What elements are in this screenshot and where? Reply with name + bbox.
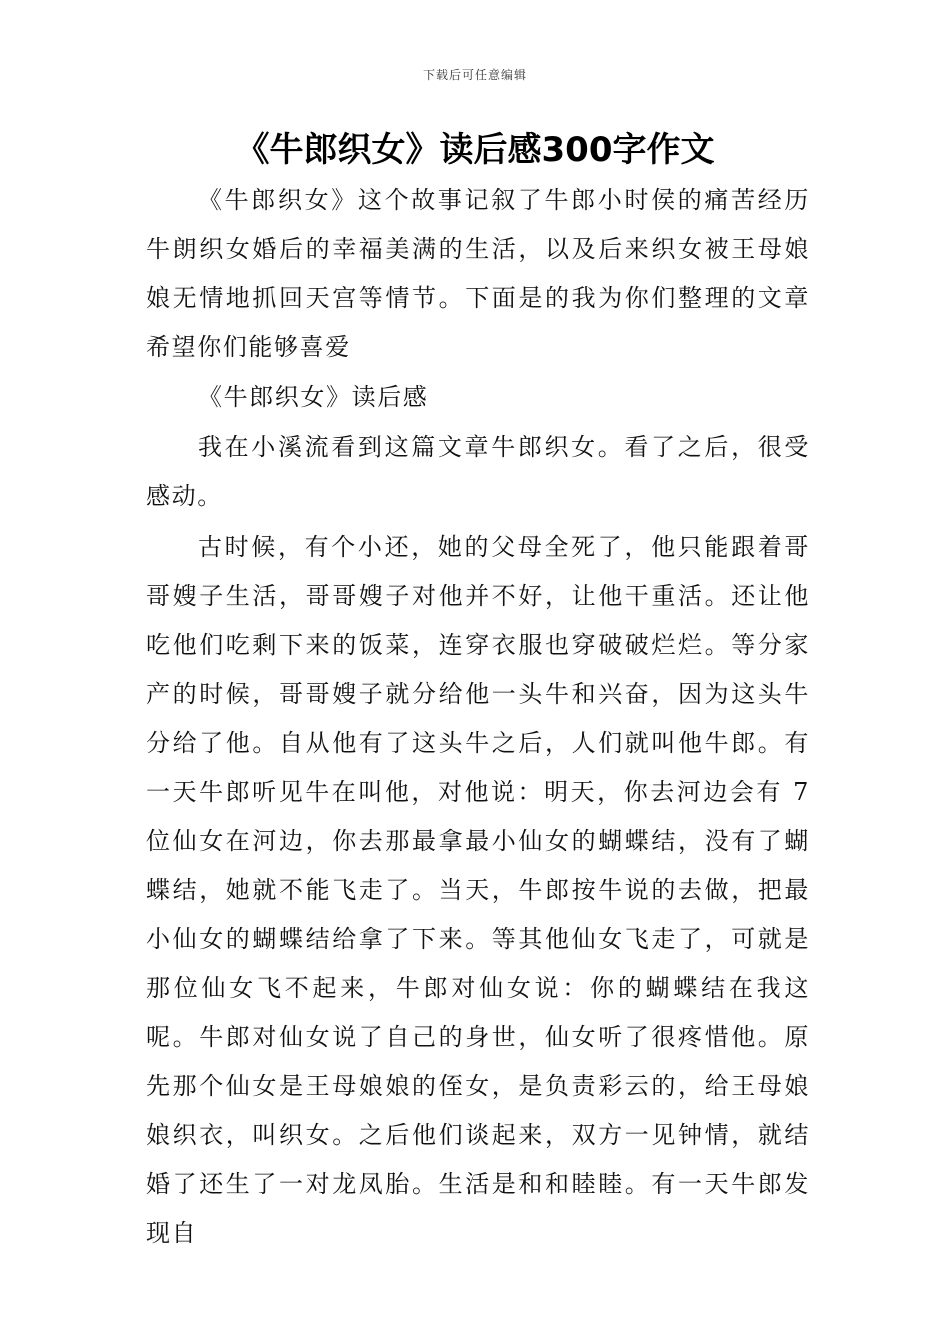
page-header-note: 下载后可任意编辑 bbox=[422, 68, 527, 82]
body-paragraph: 古时候，有个小还，她的父母全死了，他只能跟着哥哥嫂子生活，哥哥嫂子对他并不好，让他干重活。还让他吃他们吃剩下来的饭菜，连穿衣服也穿破破烂烂。等分家产的时候，哥哥嫂子就分给他一头牛和兴奋，因为这头牛分给了他。自从他有了这头牛之后，人们就叫他牛郎。有一天牛郎听见牛在叫他，对他说：明天，你去河边会有 7 位仙女在河边，你去那最拿最小仙女的蝴蝶结，没有了蝴蝶结，她就不能飞走了。当天，牛郎按牛说的去做，把最小仙女的蝴蝶结给拿了下来。等其他仙女飞走了，可就是那位仙女飞不起来，牛郎对仙女说：你的蝴蝶结在我这呢。牛郎对仙女说了自己的身世，仙女听了很疼惜他。原先那个仙女是王母娘娘的侄女，是负责彩云的，给王母娘娘织衣，叫织女。之后他们谈起来，双方一见钟情，就结婚了还生了一对龙凤胎。生活是和和睦睦。有一天牛郎发现自 bbox=[146, 533, 810, 1247]
document-title: 《牛郎织女》读后感300字作文 bbox=[235, 130, 715, 170]
intro-paragraph: 《牛郎织女》这个故事记叙了牛郎小时侯的痛苦经历牛朗织女婚后的幸福美满的生活，以及后来织女被王母娘娘无情地抓回天宫等情节。下面是的我为你们整理的文章希望你们能够喜爱 bbox=[146, 186, 810, 361]
document-body bbox=[146, 176, 810, 1258]
section-heading: 《牛郎织女》读后感 bbox=[198, 383, 429, 411]
body-paragraph: 我在小溪流看到这篇文章牛郎织女。看了之后，很受感动。 bbox=[146, 433, 810, 510]
